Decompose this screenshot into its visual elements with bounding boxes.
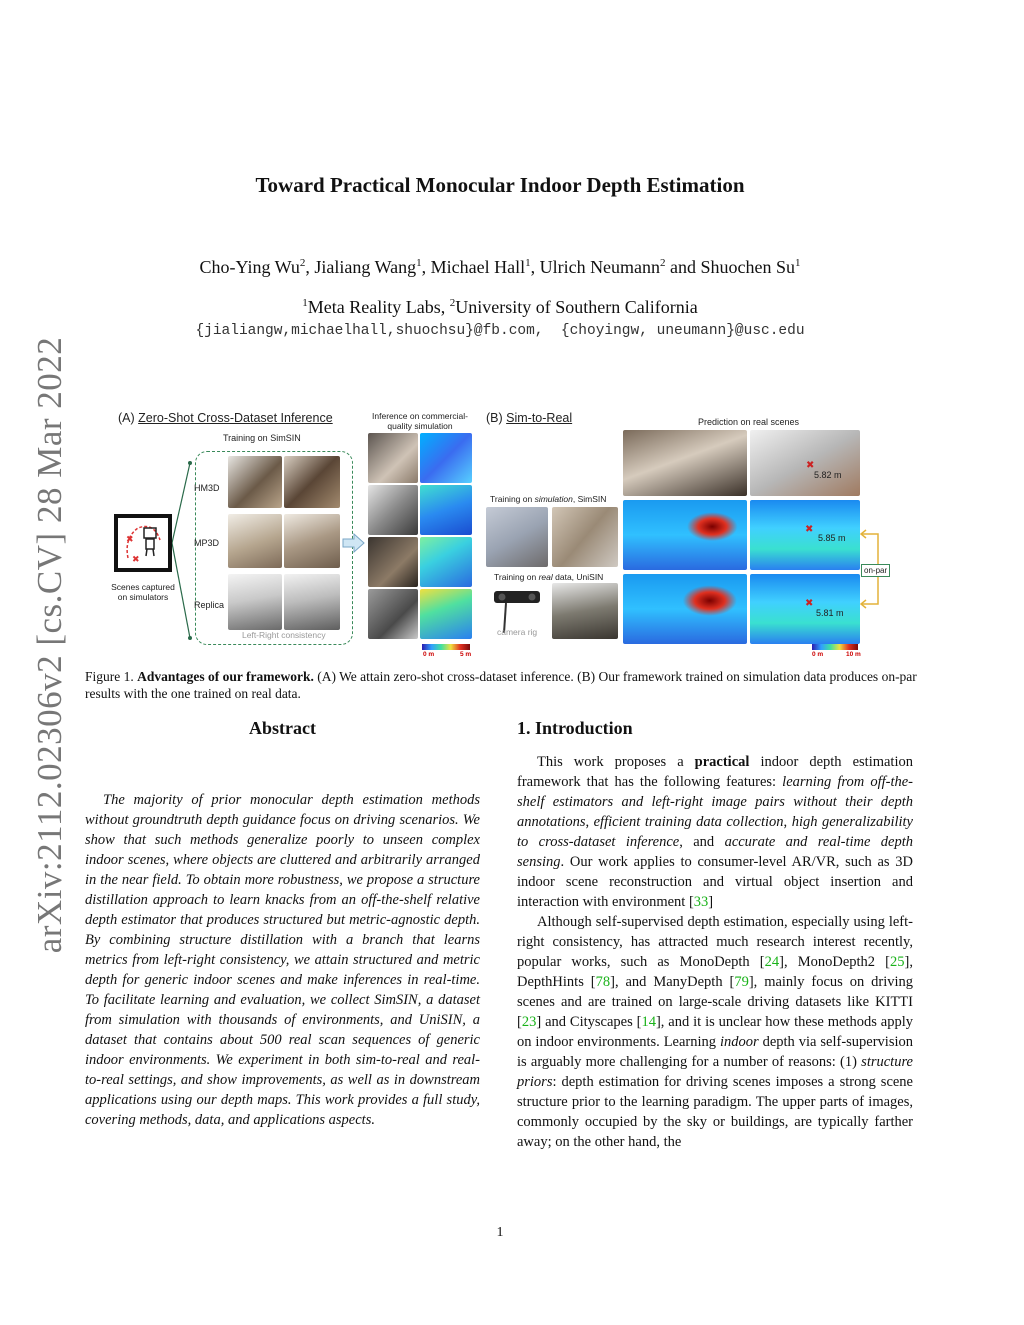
text-run: : depth estimation for driving scenes imposes a strong scene structure prior to the learning paradigm. The upper parts of images, commonly occupied by the sky or buildings, are typically farther away; on the other hand, the [517, 1074, 913, 1150]
author: Michael Hall [430, 257, 526, 277]
colorbar-b-max: 10 m [846, 651, 861, 658]
italic-run: learning from off-the-shelf estimators and left-right image pairs without their depth annotations [517, 774, 913, 830]
replica-scene-left [228, 574, 282, 630]
panel-b-title: (B) Sim-to-Real [486, 411, 573, 425]
camera-rig-label: camera rig [497, 627, 538, 637]
prediction-label: Prediction on real scenes [698, 417, 800, 427]
mp3d-scene-left [228, 514, 282, 568]
citation-link[interactable]: 23 [521, 1014, 537, 1030]
dataset-label-replica: Replica [194, 600, 225, 610]
depth-real-trained-1 [623, 574, 747, 644]
author: Ulrich Neumann [539, 257, 661, 277]
figure-1 [100, 408, 920, 666]
simsin-sample-1 [486, 507, 548, 567]
introduction-body [517, 752, 913, 1152]
mp3d-scene-right [284, 514, 340, 568]
text-run: ] and Cityscapes [ [536, 1014, 642, 1030]
distance-label-1: 5.82 m [814, 470, 842, 480]
scenes-captured-label: Scenes captured on simulators [111, 582, 175, 602]
real-scene-2 [750, 430, 860, 496]
simsin-sample-2 [552, 507, 618, 567]
inference-rgb-3 [368, 537, 418, 587]
inference-rgb-4 [368, 589, 418, 639]
text-run: ], and ManyDepth [ [610, 974, 735, 990]
text-run: indoor depth estimation framework that has the following features: [517, 754, 913, 790]
paper-title: Toward Practical Monocular Indoor Depth Estimation [255, 173, 745, 197]
inference-depth-2 [420, 485, 472, 535]
dataset-label-hm3d: HM3D [194, 483, 220, 493]
author-list: Cho-Ying Wu$^2$, Jialiang Wang$^1$, Michael Hall$^1$, Ulrich Neumann$^2$ and Shuochen Su$^1$ [199, 257, 801, 277]
target-marker-icon: ✖ [806, 460, 815, 471]
colorbar-a-max: 5 m [460, 651, 472, 658]
intro-paragraph-2 [517, 912, 913, 1152]
train-real-label: Training on real data, UniSIN [494, 572, 604, 582]
author: Jialiang Wang [314, 257, 417, 277]
text-run: , [783, 814, 792, 830]
target-marker-icon: ✖ [805, 598, 814, 609]
distance-label-3: 5.81 m [816, 608, 844, 618]
intro-paragraph-1 [517, 752, 913, 912]
introduction-heading: 1. Introduction [517, 718, 633, 738]
author-emails: {jialiangw,michaelhall,shuochsu}@fb.com, {choyingw, uneumann}@usc.edu [195, 323, 805, 339]
author: Cho-Ying Wu [199, 257, 300, 277]
colorbar-a-min: 0 m [423, 651, 435, 658]
citation-link[interactable]: 25 [890, 954, 905, 970]
text-run: , [585, 814, 594, 830]
svg-text:✖: ✖ [126, 535, 134, 545]
arxiv-sidebar [20, 336, 80, 954]
training-simsin-label: Training on SimSIN [223, 433, 301, 443]
italic-run: high generalizability to cross-dataset inference [517, 814, 913, 850]
italic-run: efficient training data collection [593, 814, 784, 830]
inference-depth-4 [420, 589, 472, 639]
italic-run: structure priors [517, 1054, 913, 1090]
robot-icon [118, 518, 168, 568]
replica-scene-right [284, 574, 340, 630]
abstract-text: The majority of prior monocular depth estimation methods without groundtruth depth guidance focus on driving scenarios. We show that such methods generalize poorly to unseen complex indoor scenes, where objects are cluttered and arbitrarily arranged in the near field. To obtain more robustness, we propose a structure distillation approach to learn knacks from an off-the-shelf relative depth estimator that produces structured but metric-agnostic depth. By combining structure distillation with a branch that learns metrics from left-right consistency, we attain structured and metric depth for generic indoor scenes and make inferences in real-time. To facilitate learning and evaluation, we collect SimSIN, a dataset from simulation with thousands of environments, and UniSIN, a dataset that contains about 500 real scan sequences of generic indoor environments. We experiment in both sim-to-real and real-to-real settings, and show improvements, as well as in downstream applications using our depth maps. This work provides a full study, covering methods, data, and applications aspects. [85, 792, 480, 1128]
text-run: Although self-supervised depth estimation, especially using left-right consistency, has attracted much research interest recently, popular works, such as MonoDepth [ [517, 914, 913, 970]
hm3d-scene-right [284, 456, 340, 508]
inference-rgb-2 [368, 485, 418, 535]
left-right-consistency-label: Left-Right consistency [242, 630, 326, 640]
inference-label: Inference on commercial- quality simulation [372, 411, 468, 431]
text-run: , and [679, 834, 725, 850]
text-run: ], MonoDepth2 [ [779, 954, 891, 970]
citation-link[interactable]: 78 [595, 974, 611, 990]
citation-link[interactable]: 33 [693, 894, 709, 910]
on-par-badge: on-par [861, 564, 890, 577]
simulator-scene-icon [114, 514, 172, 572]
colorbar-a [422, 644, 470, 650]
svg-text:✖: ✖ [132, 555, 140, 565]
abstract-heading: Abstract [249, 718, 316, 738]
citation-link[interactable]: 14 [641, 1014, 656, 1030]
italic-run: indoor [719, 1034, 759, 1050]
figure-caption: Figure 1. Advantages of our framework. (A) We attain zero-shot cross-dataset inference. (B) Our framework trained on simulation data produces on-par results with the one trained on real data. [85, 669, 917, 701]
inference-depth-3 [420, 537, 472, 587]
author: Shuochen Su [700, 257, 796, 277]
text-run: This work proposes a [537, 754, 695, 770]
arxiv-identifier: arXiv:2112.02306v2 [cs.CV] 28 Mar 2022 [30, 336, 69, 954]
real-scene-1 [623, 430, 747, 496]
train-simulation-label: Training on simulation, SimSIN [490, 494, 607, 504]
inference-rgb-1 [368, 433, 418, 483]
distance-label-2: 5.85 m [818, 533, 846, 543]
panel-a-title: (A) Zero-Shot Cross-Dataset Inference [118, 411, 333, 425]
citation-link[interactable]: 24 [764, 954, 780, 970]
text-run: ], mainly focus on driving scenes and are trained on large-scale driving datasets like KITTI [ [517, 974, 913, 1030]
depth-sim-trained-1 [623, 500, 747, 570]
dataset-label-mp3d: MP3D [194, 538, 220, 548]
affiliations: $^1$Meta Reality Labs, $^2$University of Southern California [302, 297, 698, 317]
italic-run: accurate and real-time depth sensing [517, 834, 913, 870]
text-run: depth via self-supervision is arguably more challenging for a number of reasons: (1) [517, 1034, 913, 1070]
text-run: ], and it is unclear how these methods apply on indoor environments. Learning [517, 1014, 913, 1050]
text-run: ] [708, 894, 714, 910]
target-marker-icon: ✖ [805, 524, 814, 535]
unisin-sample [552, 583, 618, 639]
inference-depth-1 [420, 433, 472, 483]
colorbar-b-min: 0 m [812, 651, 824, 658]
page-number: 1 [496, 1225, 504, 1240]
citation-link[interactable]: 79 [734, 974, 749, 990]
arrow-right-icon [342, 533, 366, 553]
colorbar-b [812, 644, 858, 650]
hm3d-scene-left [228, 456, 282, 508]
text-run: ], DepthHints [ [517, 954, 913, 990]
bold-run: practical [694, 754, 750, 770]
text-run: . Our work applies to consumer-level AR/VR, such as 3D indoor scene reconstruction and virtual object insertion and interaction with environment [ [517, 854, 913, 910]
